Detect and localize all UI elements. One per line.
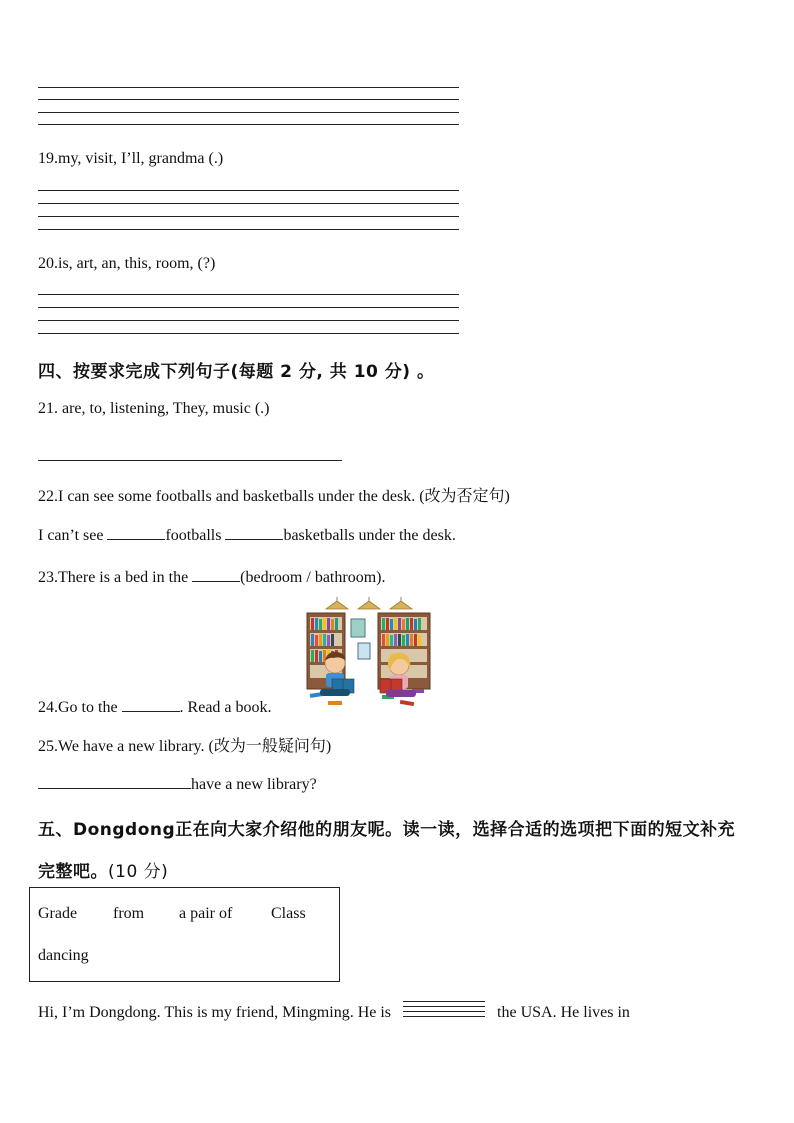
answer-text: I can’t see — [38, 527, 104, 544]
answer-line — [38, 124, 459, 125]
word-bank-box — [29, 887, 340, 982]
library-reading-children-icon — [304, 597, 434, 712]
question-text: . Read a book. — [179, 699, 272, 716]
word-option[interactable]: Class — [271, 905, 306, 922]
heading-score: (10 分) — [108, 862, 169, 882]
heading-text: 完整吧。 — [38, 862, 108, 882]
answer-line — [38, 307, 459, 308]
answer-line — [38, 333, 459, 334]
question-24 — [38, 697, 272, 717]
answer-line — [38, 112, 459, 113]
answer-line[interactable] — [38, 460, 342, 461]
section-5-heading-cont — [38, 857, 168, 882]
question-22: 22.I can see some footballs and basketballs under the desk. (改为否定句) — [38, 488, 510, 505]
answer-text: have a new library? — [191, 776, 317, 793]
question-25-answer — [38, 774, 317, 794]
blank[interactable] — [192, 567, 240, 582]
passage-blank[interactable] — [403, 1001, 485, 1023]
answer-line — [38, 87, 459, 88]
question-21: 21. are, to, listening, They, music (.) — [38, 400, 270, 417]
answer-line — [38, 216, 459, 217]
passage-text: Hi, I’m Dongdong. This is my friend, Mingming. He is — [38, 1004, 392, 1021]
answer-text: footballs — [165, 527, 222, 544]
passage-text: the USA. He lives in — [497, 1004, 630, 1021]
passage-line — [38, 1001, 630, 1023]
blank[interactable] — [122, 697, 180, 712]
heading-text: 正在向大家介绍他的朋友呢。读一读，选择合适的选项把下面的短文补充 — [175, 820, 736, 840]
section-4-heading: 四、按要求完成下列句子(每题 2 分, 共 10 分) 。 — [38, 362, 435, 382]
answer-line — [38, 190, 459, 191]
question-text: 24.Go to the — [38, 699, 118, 716]
blank[interactable] — [38, 774, 191, 789]
question-text: (bedroom / bathroom). — [240, 569, 386, 586]
word-option[interactable]: from — [113, 905, 145, 922]
answer-line — [38, 320, 459, 321]
answer-line — [38, 294, 459, 295]
blank[interactable] — [225, 525, 283, 540]
word-option[interactable]: dancing — [38, 947, 89, 964]
heading-text: 五、Dongdong — [38, 820, 176, 840]
question-text: 23.There is a bed in the — [38, 569, 189, 586]
word-option[interactable]: a pair of — [179, 905, 233, 922]
question-19: 19.my, visit, I’ll, grandma (.) — [38, 150, 224, 167]
word-option[interactable]: Grade — [38, 905, 78, 922]
answer-line — [38, 99, 459, 100]
answer-text: basketballs under the desk. — [283, 527, 456, 544]
question-22-answer — [38, 525, 456, 545]
answer-line — [38, 203, 459, 204]
section-5-heading — [38, 815, 735, 840]
answer-line — [38, 229, 459, 230]
blank[interactable] — [107, 525, 165, 540]
question-25: 25.We have a new library. (改为一般疑问句) — [38, 738, 332, 755]
question-23 — [38, 567, 385, 587]
question-20: 20.is, art, an, this, room, (?) — [38, 255, 216, 272]
